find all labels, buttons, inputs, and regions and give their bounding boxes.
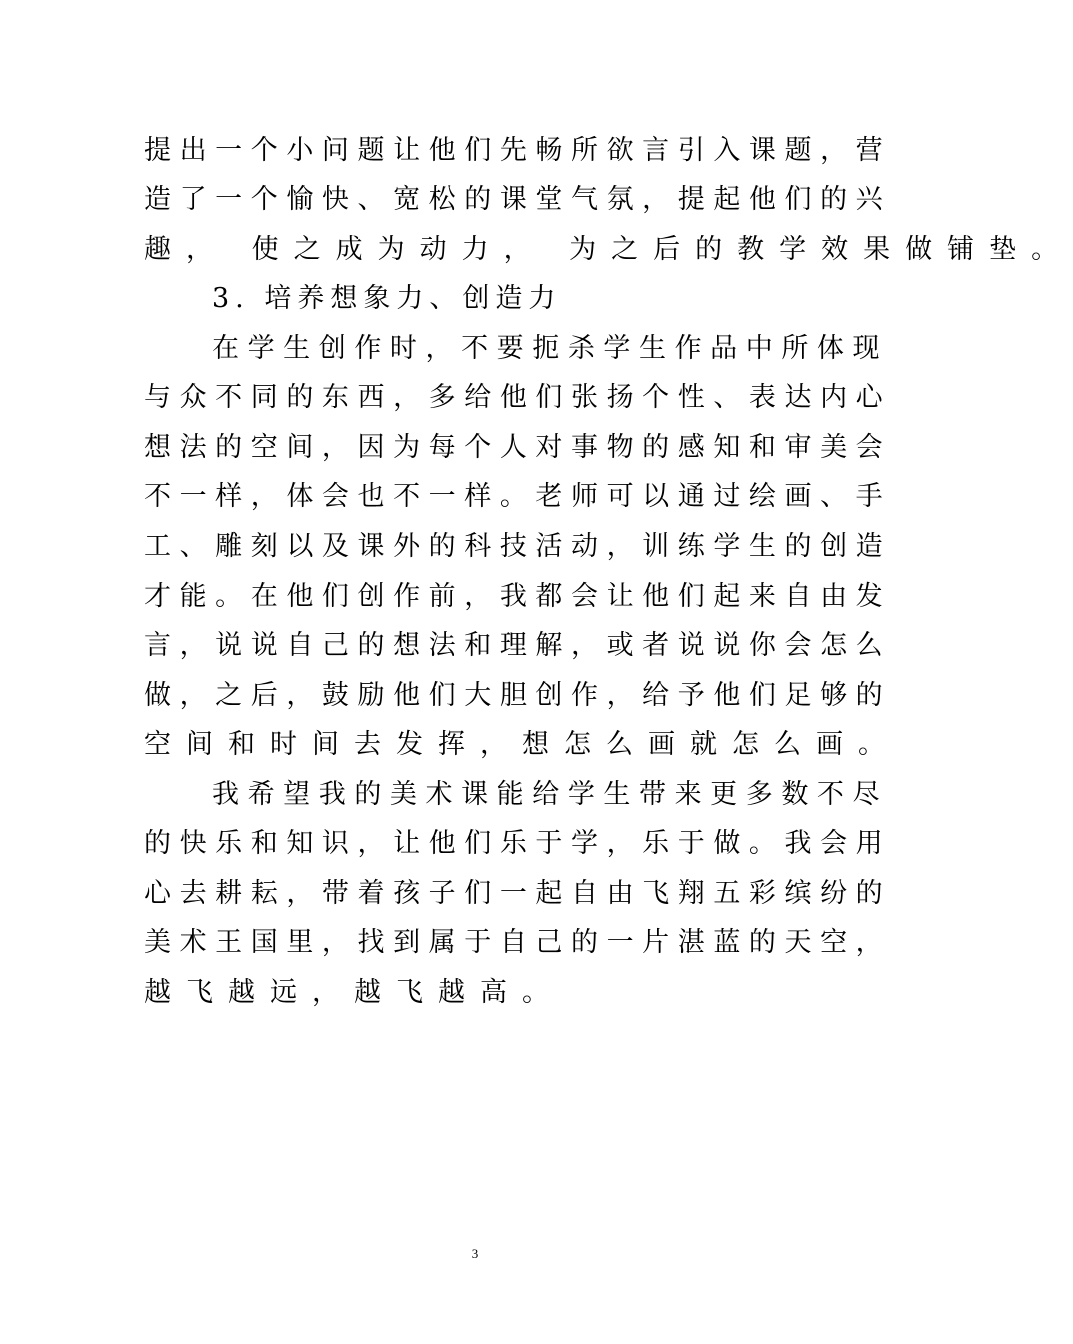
text-line: 提 出 一 个 小 问 题 让 他 们 先 畅 所 欲 言 引 入 课 题 ， 营 xyxy=(144,135,883,166)
text-line: 做 ， 之 后 ， 鼓 励 他 们 大 胆 创 作 ， 给 予 他 们 足 够 的 xyxy=(144,680,883,711)
text-line: 的 快 乐 和 知 识 ， 让 他 们 乐 于 学 ， 乐 于 做 。 我 会 用 xyxy=(144,828,883,859)
text-line: 才 能 。 在 他 们 创 作 前 ， 我 都 会 让 他 们 起 来 自 由 发 xyxy=(144,581,883,612)
text-line: 言 ， 说 说 自 己 的 想 法 和 理 解 ， 或 者 说 说 你 会 怎 么 xyxy=(144,630,883,661)
text-line: 工 、 雕 刻 以 及 课 外 的 科 技 活 动 ， 训 练 学 生 的 创 造 xyxy=(144,531,883,562)
text-line: 空间和时间去发挥，想怎么画就怎么画。 xyxy=(144,729,900,760)
text-line: 趣， 使之成为动力， 为之后的教学效果做铺垫。 xyxy=(144,234,1073,265)
text-line: 越飞越远，越飞越高。 xyxy=(144,977,564,1008)
page-number: 3 xyxy=(471,1246,479,1261)
text-line: 不 一 样 ， 体 会 也 不 一 样 。 老 师 可 以 通 过 绘 画 、 手 xyxy=(144,481,883,512)
text-line: 在 学 生 创 作 时 ， 不 要 扼 杀 学 生 作 品 中 所 体 现 xyxy=(212,333,880,364)
text-line: 想 法 的 空 间 ， 因 为 每 个 人 对 事 物 的 感 知 和 审 美 会 xyxy=(144,432,883,463)
text-line: 与 众 不 同 的 东 西 ， 多 给 他 们 张 扬 个 性 、 表 达 内 心 xyxy=(144,382,883,413)
text-line: 我 希 望 我 的 美 术 课 能 给 学 生 带 来 更 多 数 不 尽 xyxy=(212,779,880,810)
text-line: 造 了 一 个 愉 快 、 宽 松 的 课 堂 气 氛 ， 提 起 他 们 的 兴 xyxy=(144,184,883,215)
text-line: 美 术 王 国 里 ， 找 到 属 于 自 己 的 一 片 湛 蓝 的 天 空 ， xyxy=(144,927,883,958)
text-line: 心 去 耕 耘 ， 带 着 孩 子 们 一 起 自 由 飞 翔 五 彩 缤 纷 的 xyxy=(144,878,883,909)
section-heading: 3. 培养想象力、创造力 xyxy=(212,283,562,314)
